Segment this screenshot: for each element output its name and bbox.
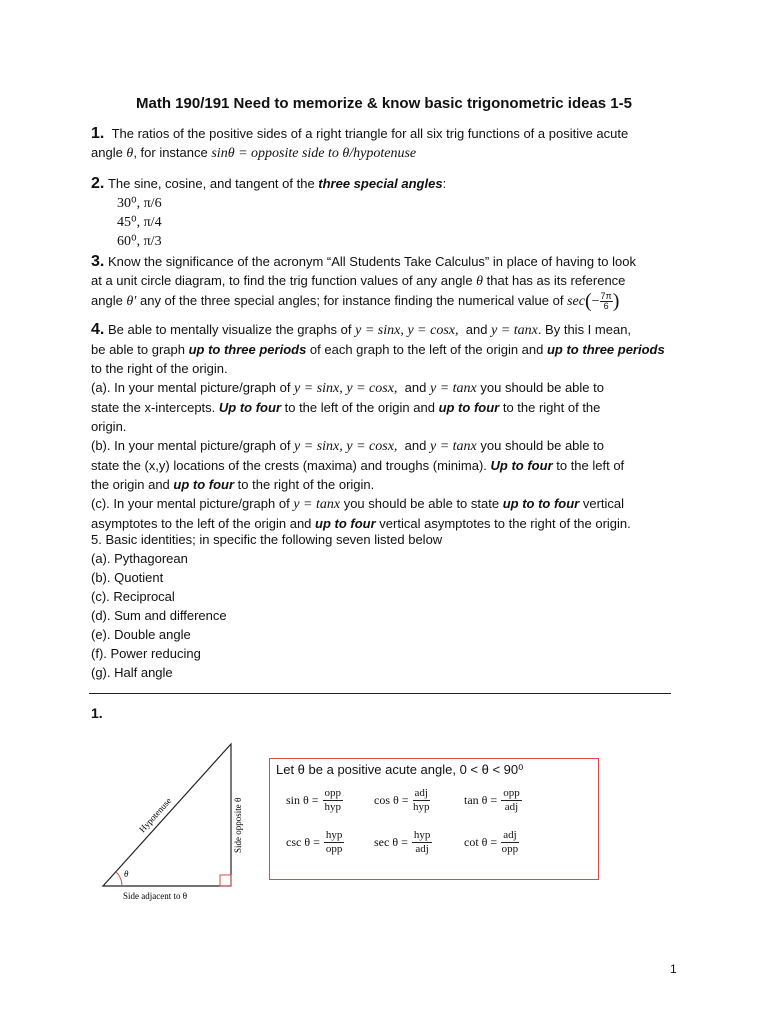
sec-denominator: adj <box>415 843 429 855</box>
item-3-number: 3. <box>91 253 105 270</box>
cot-ratio <box>464 829 519 856</box>
angle-arc <box>116 872 122 886</box>
theta-prime-symbol: θ′ <box>126 294 137 309</box>
seven-pi-over-six <box>600 292 613 311</box>
identity-half-angle: (g). Half angle <box>91 665 173 680</box>
item-1 <box>91 124 691 163</box>
up-to-four-lower: up to four <box>173 477 235 492</box>
sec-function: sec <box>567 294 585 309</box>
identity-reciprocal: (c). Reciprocal <box>91 589 175 604</box>
special-angle-30: 30⁰, π/6 <box>117 196 162 211</box>
up-to-three-periods-1: up to three periods <box>188 342 307 357</box>
item-4b-line-3a: the origin and <box>91 477 174 492</box>
up-to-four: Up to four <box>218 400 281 415</box>
eq-cos: y = cosx, <box>407 323 459 338</box>
item-5-heading: 5. Basic identities; in specific the following seven listed below <box>91 532 443 547</box>
cos-label: cos θ = <box>374 793 409 807</box>
item-3-line-1: Know the significance of the acronym “All Students Take Calculus” in place of having to look <box>107 254 636 269</box>
and-word: and <box>404 380 427 395</box>
ratio-definitions-box <box>269 758 599 880</box>
csc-denominator: opp <box>325 843 343 855</box>
item-4a-line-2a: state the x-intercepts. <box>91 400 219 415</box>
item-4a-line-2b: to the left of the origin and <box>281 400 439 415</box>
sin-numerator: opp <box>324 787 342 799</box>
sine-formula: sinθ = opposite side to θ/hypotenuse <box>211 146 417 161</box>
identity-pythagorean: (a). Pythagorean <box>91 551 188 566</box>
eq-tan: y = tanx <box>293 497 341 512</box>
item-3-line-2b: that has as its reference <box>483 273 626 288</box>
item-2-text: The sine, cosine, and tangent of the <box>107 176 319 191</box>
adjacent-side-label: Side adjacent to θ <box>123 891 188 901</box>
identity-quotient: (b). Quotient <box>91 570 164 585</box>
cos-ratio <box>374 787 430 814</box>
hypotenuse-label: Hypotenuse <box>137 795 174 835</box>
item-3-line-2a: at a unit circle diagram, to find the trig function values of any angle <box>91 273 477 288</box>
identity-power-reducing: (f). Power reducing <box>91 646 201 661</box>
section-divider <box>89 693 671 694</box>
item-4 <box>91 320 691 533</box>
item-4a-tail: you should be able to <box>476 380 604 395</box>
identity-double-angle: (e). Double angle <box>91 627 191 642</box>
right-triangle-diagram <box>98 738 258 903</box>
theta-symbol: θ <box>126 146 134 161</box>
item-4-line-2b: of each graph to the left of the origin and <box>306 342 547 357</box>
up-to-four-lower: up to four <box>438 400 500 415</box>
section-1-label: 1. <box>91 705 103 721</box>
up-to-three-periods-2: up to three periods <box>546 342 665 357</box>
item-2-number: 2. <box>91 175 105 192</box>
negative-sign: − <box>591 294 600 309</box>
cot-denominator: opp <box>501 843 519 855</box>
item-1-text: The ratios of the positive sides of a right triangle for all six trig functions of a positive acute <box>111 126 629 141</box>
item-3-line-3a: angle <box>91 293 127 308</box>
cos-denominator: hyp <box>412 801 430 813</box>
item-4b-line-2a: state the (x,y) locations of the crests (maxima) and troughs (minima). <box>91 458 491 473</box>
special-angle-45: 45⁰, π/4 <box>117 215 162 230</box>
sec-ratio <box>374 829 432 856</box>
csc-label: csc θ = <box>286 835 320 849</box>
eq-sin: y = sinx, <box>355 323 404 338</box>
page-title: Math 190/191 Need to memorize & know basic trigonometric ideas 1-5 <box>136 95 632 112</box>
tan-denominator: adj <box>504 801 519 813</box>
item-4c-line-2b: vertical asymptotes to the right of the origin. <box>375 516 631 531</box>
sec-numerator: hyp <box>413 829 431 841</box>
eq-tan: y = tanx <box>491 323 538 338</box>
csc-ratio <box>286 829 344 856</box>
and-word: and <box>404 438 427 453</box>
page-number: 1 <box>670 962 677 976</box>
item-4-line-1a: Be able to mentally visualize the graphs of <box>107 322 356 337</box>
item-2-colon: : <box>442 176 447 191</box>
item-2-emphasis: three special angles <box>318 176 443 191</box>
item-4c-line-2a: asymptotes to the left of the origin and <box>91 516 316 531</box>
cos-numerator: adj <box>414 787 428 799</box>
sin-denominator: hyp <box>324 801 342 813</box>
sin-ratio <box>286 787 343 814</box>
item-3: 3. Know the significance of the acronym “All Students Take Calculus” in place of having to look at a unit circle diagram, to find the trig function values of any angle θ that has as its reference angle θ′ any of the three special angles; for instance finding the numerical value of sec(− $\frac{7\pi}{6}$ ) <box>91 253 636 313</box>
up-to-four-lower: up to four <box>315 516 376 531</box>
right-angle-marker <box>220 875 231 886</box>
item-4a-line-2c: to the right of the <box>499 400 601 415</box>
opposite-side-label: Side opposite θ <box>233 797 243 853</box>
theta-label: θ <box>124 869 129 879</box>
eq-cos: y = cosx, <box>346 439 398 454</box>
item-1-text-b: angle <box>91 145 127 160</box>
item-4b-line-2b: to the left of <box>552 458 625 473</box>
tan-label: tan θ = <box>464 793 498 807</box>
special-angle-60: 60⁰, π/3 <box>117 234 162 249</box>
eq-sin: y = sinx, <box>294 439 343 454</box>
ratio-box-heading: Let θ be a positive acute angle, 0 < θ < 90⁰ <box>276 762 524 777</box>
up-to-four: Up to four <box>490 458 553 473</box>
identity-sum-difference: (d). Sum and difference <box>91 608 227 623</box>
and-word: and <box>465 322 488 337</box>
eq-sin: y = sinx, <box>294 381 343 396</box>
up-to-to-four: up to to four <box>502 496 580 511</box>
item-1-number: 1. <box>91 125 105 142</box>
item-4-line-1b: . By this I mean, <box>537 322 632 337</box>
item-4a-label: (a). In your mental picture/graph of <box>91 380 295 395</box>
frac-denominator: 6 <box>603 301 609 312</box>
item-2 <box>91 174 691 193</box>
triangle-shape <box>103 744 231 886</box>
tan-numerator: opp <box>503 787 520 799</box>
item-4-line-2a: be able to graph <box>91 342 189 357</box>
item-4c-mid: you should be able to state <box>340 496 503 511</box>
item-4c-label: (c). In your mental picture/graph of <box>91 496 294 511</box>
eq-tan: y = tanx <box>430 439 477 454</box>
eq-cos: y = cosx, <box>346 381 398 396</box>
item-4a-line-3: origin. <box>91 419 127 434</box>
item-4b-tail: you should be able to <box>476 438 604 453</box>
item-5 <box>91 530 691 682</box>
item-4-number: 4. <box>91 321 105 338</box>
sin-label: sin θ = <box>286 793 319 807</box>
csc-numerator: hyp <box>325 829 343 841</box>
theta-symbol: θ <box>476 274 484 289</box>
item-4-line-3: to the right of the origin. <box>91 361 228 376</box>
cot-label: cot θ = <box>464 835 498 849</box>
item-4b-line-3b: to the right of the origin. <box>234 477 375 492</box>
tan-ratio <box>464 787 522 814</box>
cot-numerator: adj <box>503 829 517 841</box>
item-4b-label: (b). In your mental picture/graph of <box>91 438 295 453</box>
item-3-line-3b: any of the three special angles; for instance finding the numerical value of <box>136 293 568 308</box>
eq-tan: y = tanx <box>430 381 477 396</box>
item-4c-tail: vertical <box>579 496 625 511</box>
sec-label: sec θ = <box>374 835 408 849</box>
item-1-text-c: , for instance <box>133 145 212 160</box>
frac-numerator: 7π <box>600 291 612 302</box>
